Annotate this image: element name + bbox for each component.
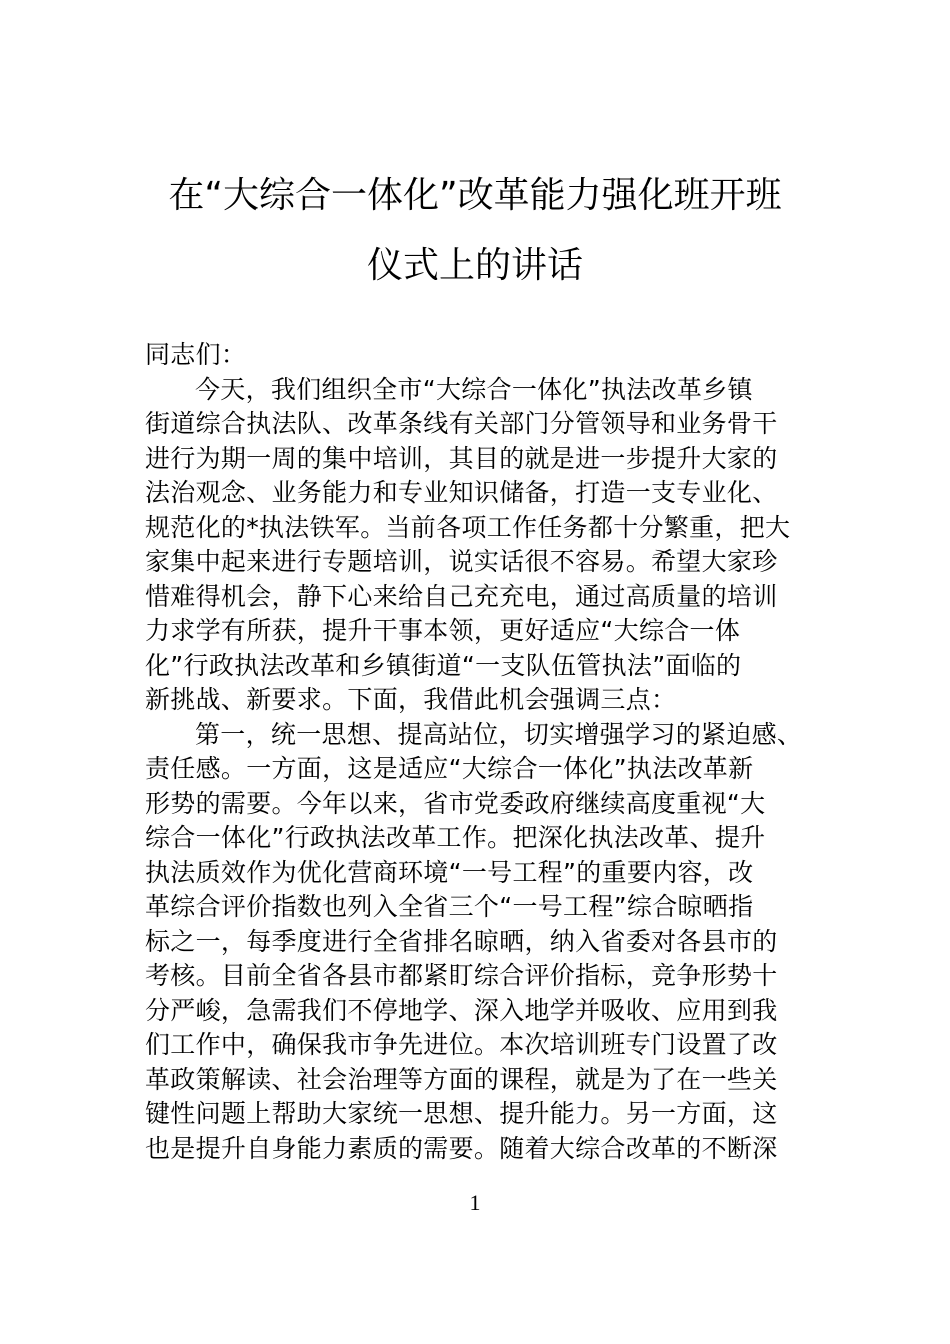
salutation: 同志们： (145, 340, 247, 369)
document-title-line-1: 在“大综合一体化”改革能力强化班开班 (168, 175, 782, 216)
paragraph-line: 也是提升自身能力素质的需要。随着大综合改革的不断深 (145, 1133, 778, 1163)
paragraph-line: 键性问题上帮助大家统一思想、提升能力。另一方面，这 (145, 1099, 778, 1128)
paragraph-line: 标之一，每季度进行全省排名晾晒，纳入省委对各县市的 (145, 926, 778, 956)
paragraph-line: 综合一体化”行政执法改革工作。把深化执法改革、提升 (145, 823, 766, 852)
paragraph-line: 法治观念、业务能力和专业知识储备，打造一支专业化、 (145, 478, 778, 507)
paragraph-line: 家集中起来进行专题培训，说实话很不容易。希望大家珍 (145, 547, 778, 576)
paragraph-line: 惜难得机会，静下心来给自己充充电，通过高质量的培训 (145, 581, 778, 611)
paragraph-line: 革综合评价指数也列入全省三个“一号工程”综合晾晒指 (145, 892, 754, 921)
paragraph-line: 第一，统一思想、提高站位，切实增强学习的紧迫感、 (195, 719, 803, 749)
page-number: 1 (469, 1190, 481, 1215)
paragraph-line: 形势的需要。今年以来，省市党委政府继续高度重视“大 (145, 788, 766, 818)
paragraph-line: 新挑战、新要求。下面，我借此机会强调三点： (145, 685, 677, 714)
paragraph-line: 今天，我们组织全市“大综合一体化”执法改革乡镇 (195, 374, 753, 404)
paragraph-line: 考核。目前全省各县市都紧盯综合评价指标，竞争形势十 (145, 961, 778, 990)
paragraph-line: 们工作中，确保我市争先进位。本次培训班专门设置了改 (145, 1030, 778, 1059)
paragraph-line: 进行为期一周的集中培训，其目的就是进一步提升大家的 (145, 443, 778, 473)
speech-body (145, 338, 825, 1166)
paragraph-line: 革政策解读、社会治理等方面的课程，就是为了在一些关 (145, 1064, 778, 1094)
paragraph-line: 执法质效作为优化营商环境“一号工程”的重要内容，改 (145, 857, 754, 887)
paragraph-line: 规范化的*执法铁军。当前各项工作任务都十分繁重，把大 (145, 512, 791, 542)
document-title-line-2: 仪式上的讲话 (366, 245, 583, 286)
paragraph-line: 力求学有所获，提升干事本领，更好适应“大综合一体 (145, 616, 741, 645)
paragraph-line: 责任感。一方面，这是适应“大综合一体化”执法改革新 (145, 754, 754, 783)
paragraph-line: 街道综合执法队、改革条线有关部门分管领导和业务骨干 (145, 409, 778, 438)
paragraph-line: 化”行政执法改革和乡镇街道“一支队伍管执法”面临的 (145, 650, 742, 680)
paragraph-line: 分严峻，急需我们不停地学、深入地学并吸收、应用到我 (145, 995, 778, 1025)
